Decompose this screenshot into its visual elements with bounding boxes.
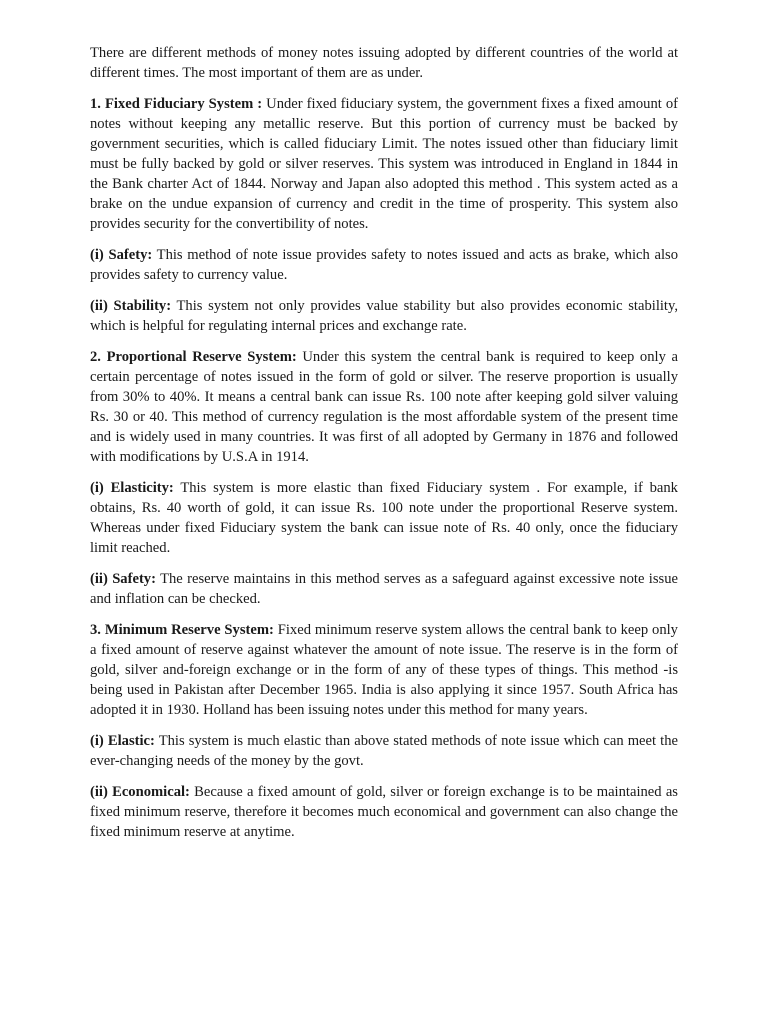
point-economical [90, 782, 678, 842]
point-label: (i) Safety: [90, 247, 153, 263]
section-heading: 2. Proportional Reserve System: [90, 349, 297, 365]
point-text: The reserve maintains in this method serves as a safeguard against excessive note issue and inflation can be checked. [90, 571, 678, 607]
point-elasticity [90, 478, 678, 558]
document-body [90, 43, 678, 853]
point-text: This system not only provides value stability but also provides economic stability, which is helpful for regulating internal prices and exchange rate. [90, 298, 678, 334]
intro-paragraph: There are different methods of money notes issuing adopted by different countries of the world at different times. The most important of them are as under. [90, 45, 678, 81]
point-label: (i) Elasticity: [90, 480, 174, 496]
point-text: Because a fixed amount of gold, silver or foreign exchange is to be maintained as fixed minimum reserve, therefore it becomes much economical and government can also change the fixed minimum reserve at anytime. [90, 784, 678, 840]
section-text: Under this system the central bank is required to keep only a certain percentage of notes issued in the form of gold or silver. The reserve proportion is usually from 30% to 40%. It means a central bank can issue Rs. 100 note after keeping gold silver valuing Rs. 30 or 40. This method of currency regulation is the most affordable system of the present time and is widely used in many countries. It was first of all adopted by Germany in 1876 and followed with modifications by U.S.A in 1914. [90, 349, 678, 465]
point-stability [90, 296, 678, 336]
section-fixed-fiduciary [90, 94, 678, 234]
point-safety [90, 245, 678, 285]
point-text: This method of note issue provides safety to notes issued and acts as brake, which also provides safety to currency value. [90, 247, 678, 283]
section-minimum-reserve [90, 620, 678, 720]
section-heading: 1. Fixed Fiduciary System : [90, 96, 263, 112]
point-label: (ii) Economical: [90, 784, 190, 800]
section-text: Under fixed fiduciary system, the government fixes a fixed amount of notes without keeping any metallic reserve. But this portion of currency must be backed by government securities, which is called fiduciary Limit. The notes issued other than fiduciary limit must be fully backed by gold or silver reserves. This system was introduced in England in 1844 in the Bank charter Act of 1844. Norway and Japan also adopted this method . This system acted as a brake on the undue expansion of currency and credit in the time of prosperity. This system also provides security for the convertibility of notes. [90, 96, 679, 232]
section-proportional-reserve [90, 347, 678, 467]
point-elastic [90, 731, 678, 771]
section-text: Fixed minimum reserve system allows the central bank to keep only a fixed amount of reserve against whatever the amount of note issue. The reserve is in the form of gold, silver and-foreign exchange or in the form of any of these types of things. This method -is being used in Pakistan after December 1965. India is also applying it since 1957. South Africa has adopted it in 1930. Holland has been issuing notes under this method for many years. [90, 622, 678, 718]
point-label: (i) Elastic: [90, 733, 155, 749]
point-text: This system is much elastic than above stated methods of note issue which can meet the ever-changing needs of the money by the govt. [90, 733, 678, 769]
section-heading: 3. Minimum Reserve System: [90, 622, 274, 638]
point-label: (ii) Safety: [90, 571, 156, 587]
point-safety-2 [90, 569, 678, 609]
point-label: (ii) Stability: [90, 298, 172, 314]
point-text: This system is more elastic than fixed Fiduciary system . For example, if bank obtains, Rs. 40 worth of gold, it can issue Rs. 100 note under the proportional Reserve system. Whereas under fixed Fiduciary system the bank can issue note of Rs. 40 only, once the fiduciary limit reached. [90, 480, 678, 556]
